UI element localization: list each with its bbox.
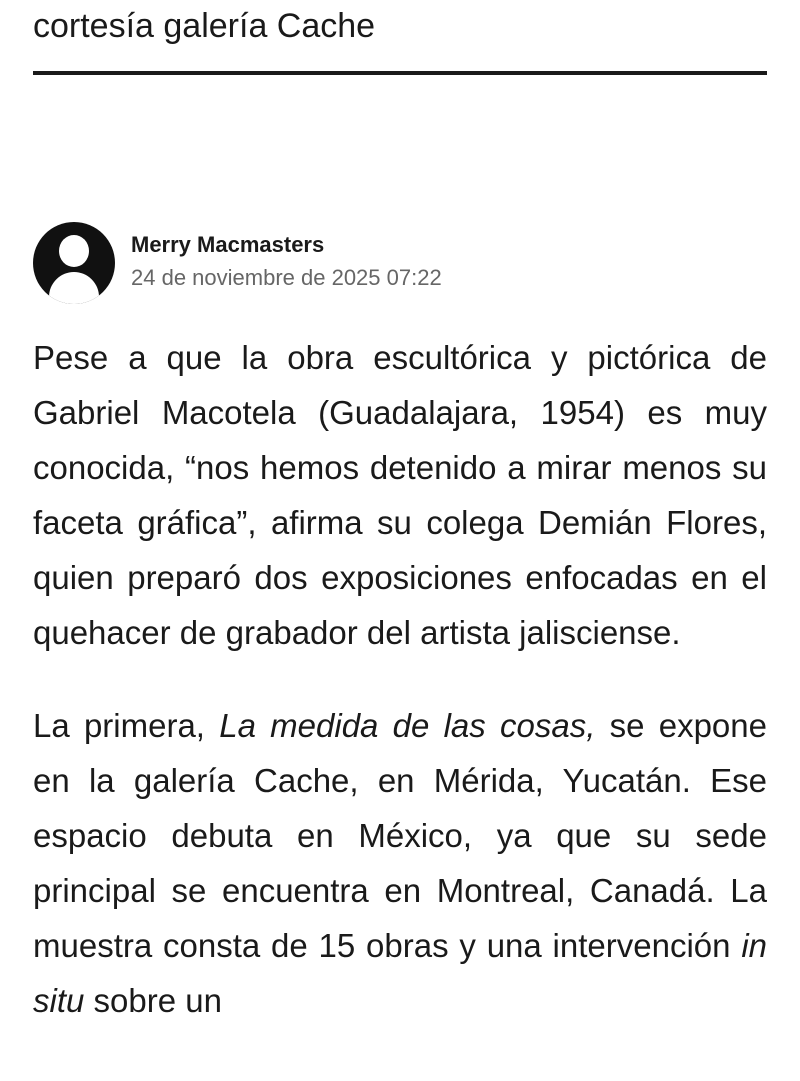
image-caption: cortesía galería Cache (33, 7, 376, 45)
avatar-head-shape (59, 235, 89, 267)
article-paragraph-2 (33, 698, 767, 1028)
paragraph-2-text-2: se expone en la galería Cache, en Mérida, Yucatán. Ese espacio debuta en México, ya que su sede principal se encuentra en Montreal, Canadá. La muestra consta de 15 obras y una intervención (33, 707, 767, 964)
in-situ-term: in situ (33, 927, 767, 1019)
article-body (33, 330, 767, 1066)
paragraph-2-text-1: La primera, (33, 707, 220, 744)
author-byline (33, 222, 442, 304)
avatar-body-shape (49, 272, 99, 304)
article-paragraph-1: Pese a que la obra escultórica y pictórica de Gabriel Macotela (Guadalajara, 1954) es muy conocida, “nos hemos detenido a mirar menos su faceta gráfica”, afirma su colega Demián Flores, quien preparó dos exposiciones enfocadas en el quehacer de grabador del artista jalisciense. (33, 339, 767, 651)
author-meta (131, 230, 442, 294)
caption-divider (33, 71, 767, 75)
paragraph-2-text-3: sobre un (84, 982, 222, 1019)
user-avatar-icon (33, 222, 115, 304)
publish-date: 24 de noviembre de 2025 07:22 (131, 265, 442, 290)
exhibition-title: La medida de las cosas, (219, 707, 596, 744)
author-name-link[interactable]: Merry Macmasters (131, 232, 325, 257)
